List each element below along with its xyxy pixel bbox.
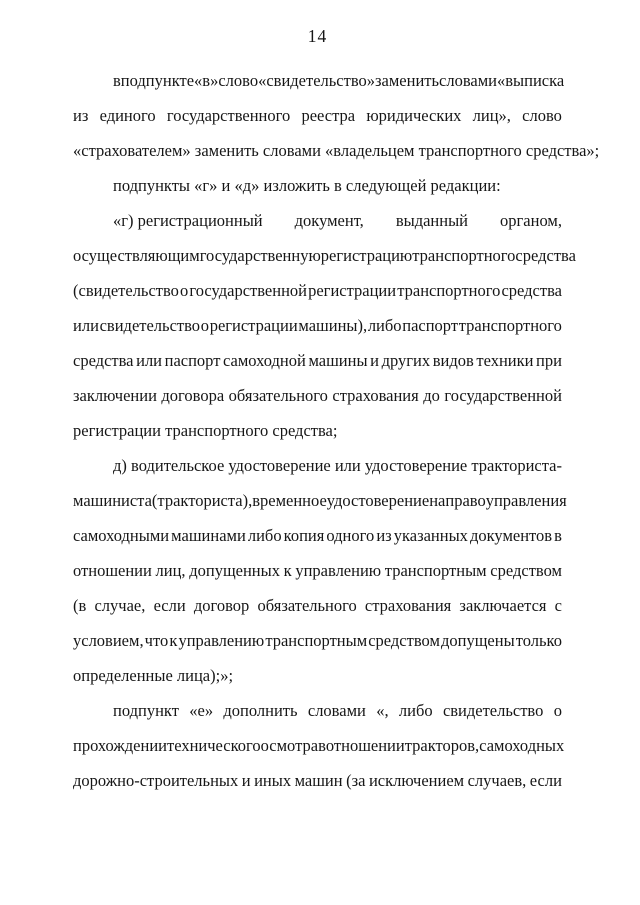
word: либо: [247, 526, 282, 545]
word: обязательного: [228, 386, 328, 405]
word: осуществляющим: [73, 246, 200, 265]
word: удостоверение: [364, 456, 468, 475]
text-line: [73, 448, 562, 483]
word: о: [180, 281, 189, 300]
word: тракторов,: [404, 736, 480, 755]
word: из: [73, 106, 89, 125]
word: транспортным: [384, 561, 487, 580]
word: машины),: [298, 316, 368, 335]
word: удостоверение: [326, 491, 430, 510]
word: либо: [398, 701, 433, 720]
word: технического: [167, 736, 261, 755]
word: до: [423, 386, 440, 405]
word: и: [241, 771, 251, 790]
word: если: [529, 771, 562, 790]
word: при: [536, 351, 562, 370]
word: документ,: [294, 211, 364, 230]
word: слово: [522, 106, 562, 125]
word: в: [113, 71, 121, 90]
word: слово: [218, 71, 259, 90]
word: самоходными: [73, 526, 170, 545]
word: осмотра: [260, 736, 319, 755]
word: «в»: [194, 71, 219, 90]
word: случаев,: [467, 771, 527, 790]
word: «,: [376, 701, 389, 720]
word: самоходных: [479, 736, 565, 755]
word: единого: [99, 106, 156, 125]
word: «г) регистрационный: [113, 211, 263, 230]
word: свидетельство: [442, 701, 544, 720]
word: подпункт: [113, 701, 179, 720]
word: с: [554, 596, 562, 615]
word: государственного: [166, 106, 291, 125]
word: копия: [283, 526, 325, 545]
text-line: определенные лица);»;: [73, 666, 234, 685]
word: самоходной: [223, 351, 306, 370]
word: иных: [254, 771, 292, 790]
word: тракториста-: [471, 456, 562, 475]
text-line: [73, 63, 565, 98]
word: страхования: [364, 596, 452, 615]
page-number: 14: [307, 26, 328, 46]
text-line: [73, 553, 562, 588]
word: транспортным: [265, 631, 368, 650]
word: органом,: [500, 211, 562, 230]
word: только: [515, 631, 562, 650]
word: государственной: [444, 386, 562, 405]
word: «е»: [189, 701, 214, 720]
word: машин: [294, 771, 343, 790]
word: машины: [308, 351, 368, 370]
text-line: [73, 728, 565, 763]
word: о: [200, 316, 209, 335]
word: лиц»,: [472, 106, 511, 125]
word: в: [554, 526, 562, 545]
text-line: «страхователем» заменить словами «владельцем транспортного средства»;: [73, 141, 600, 160]
word: средства: [73, 351, 134, 370]
word: юридических: [366, 106, 462, 125]
word: транспортного: [458, 316, 562, 335]
word: государственную: [199, 246, 321, 265]
text-line: [73, 238, 576, 273]
word: средством: [368, 631, 440, 650]
word: реестра: [301, 106, 356, 125]
word: заменить: [375, 71, 440, 90]
word: договор: [193, 596, 250, 615]
word: видов: [432, 351, 474, 370]
word: допущены: [441, 631, 515, 650]
word: словами: [307, 701, 366, 720]
text-line: [73, 483, 567, 518]
text-line: [73, 588, 562, 623]
word: обязательного: [257, 596, 357, 615]
text-line: [73, 693, 562, 728]
word: паспорт: [402, 316, 459, 335]
text-line: [73, 273, 562, 308]
word: словами: [439, 71, 498, 90]
word: удостоверение: [228, 456, 331, 475]
text-line: [73, 518, 562, 553]
word: или: [136, 351, 163, 370]
document-body: [73, 63, 600, 798]
word: средства: [501, 281, 562, 300]
word: допущенных: [189, 561, 280, 580]
word: (тракториста),: [151, 491, 253, 510]
word: отношении: [325, 736, 405, 755]
word: (свидетельство: [73, 281, 179, 300]
word: в: [318, 736, 326, 755]
word: средством: [490, 561, 562, 580]
word: (за: [346, 771, 366, 790]
text-line: [73, 308, 562, 343]
text-line: подпункты «г» и «д» изложить в следующей редакции:: [113, 176, 501, 195]
word: заключении: [73, 386, 157, 405]
word: паспорт: [164, 351, 221, 370]
text-line: [73, 763, 562, 798]
word: к: [283, 561, 292, 580]
word: документов: [469, 526, 553, 545]
word: «свидетельство»: [258, 71, 376, 90]
word: подпункте: [120, 71, 195, 90]
text-line: регистрации транспортного средства;: [73, 421, 338, 440]
word: других: [381, 351, 431, 370]
word: транспортного: [397, 281, 501, 300]
text-line: [73, 203, 562, 238]
word: управления: [485, 491, 567, 510]
text-line: [73, 623, 562, 658]
word: или: [73, 316, 99, 335]
word: страхования: [332, 386, 419, 405]
word: и: [370, 351, 379, 370]
word: или: [334, 456, 361, 475]
word: дорожно-строительных: [73, 771, 239, 790]
word: «выписка: [497, 71, 565, 90]
word: право: [445, 491, 486, 510]
word: машиниста: [73, 491, 152, 510]
word: если: [153, 596, 186, 615]
word: машинами: [171, 526, 246, 545]
word: случае,: [94, 596, 146, 615]
word: государственной: [189, 281, 307, 300]
word: либо: [367, 316, 402, 335]
word: свидетельство: [99, 316, 201, 335]
word: одного: [326, 526, 375, 545]
word: выданный: [395, 211, 468, 230]
word: временное: [252, 491, 327, 510]
word: управлению: [178, 631, 265, 650]
word: что: [144, 631, 169, 650]
word: регистрации: [209, 316, 298, 335]
word: указанных: [393, 526, 468, 545]
word: отношении: [73, 561, 152, 580]
word: регистрацию: [320, 246, 413, 265]
word: договора: [161, 386, 225, 405]
word: д) водительское: [113, 456, 225, 475]
word: заключается: [459, 596, 547, 615]
text-line: [73, 378, 562, 413]
word: прохождении: [73, 736, 167, 755]
text-line: [73, 343, 562, 378]
word: техники: [476, 351, 534, 370]
text-line: [73, 98, 562, 133]
word: регистрации: [308, 281, 397, 300]
word: к: [169, 631, 178, 650]
word: средства: [515, 246, 576, 265]
word: (в: [73, 596, 87, 615]
word: условием,: [73, 631, 144, 650]
word: из: [376, 526, 392, 545]
word: дополнить: [223, 701, 298, 720]
word: лиц,: [155, 561, 186, 580]
word: на: [429, 491, 446, 510]
word: транспортного: [412, 246, 516, 265]
word: о: [553, 701, 562, 720]
word: управлению: [295, 561, 382, 580]
word: исключением: [368, 771, 465, 790]
